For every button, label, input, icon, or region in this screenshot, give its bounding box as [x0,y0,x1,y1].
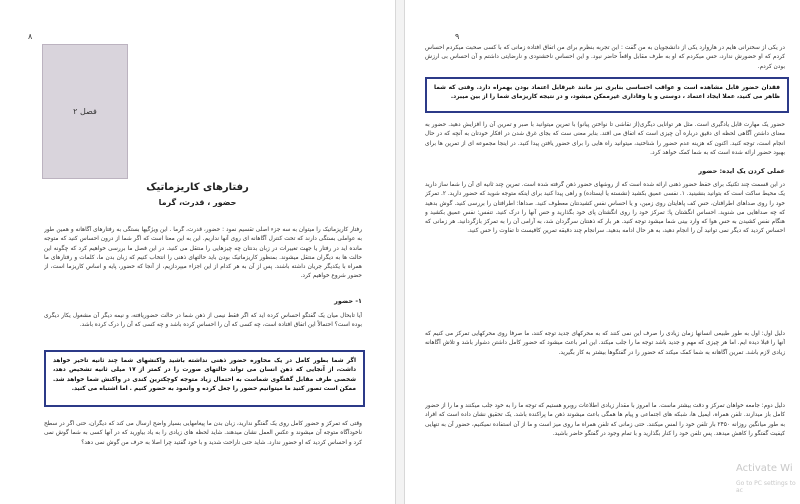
top-paragraph: در یکی از سخنرانی هایم در هاروارد یکی از دانشجویان به من گفت : این تجربه بنظرم برای من اتفاق افتاده زمانی که با کسی صحبت میکردم احساس کردم که او حضورش ندارد، حس میکردم که او به طرف مقابل واقعاً حاضر نبود. و این احساس ناخشنودی و نارضایتی داشتم و آن احساس بی ارزش بودن کردم. [425,45,785,70]
highlight-box: اگر شما بطور کامل در یک محاوره حضور ذهنی نداشته باشید واکنشهای شما چند ثانیه تاخیر خواهد داشت، از آنجایی که ذهن انسان می تواند حالتهای صورت را در کمتر از ۱۷ میلی ثانیه تشخیص دهد، شخصی طرف مقابل گفتگوی شماست به احتمال زیاد متوجه کوچکترین کندی در واکنش شما خواهد شد. ممکن است تصور کنید ما میتوانیم حضور را جعل کرده و وانمود به حضور کنیم . اما اشتباه می کنید. [44,350,365,407]
left-page [0,0,395,504]
paragraph: دلیل اول: اول به طور طبیعی انسانها زمان زیادی را صرف این نمی کنند که به محرکهای جدید توجه کنند، ما صرفا روی محرکهایی تمرکز می کنیم که آنها را قبلا دیده ایم. اما هر چیزی که مهم و جدید باشد توجه ما را جلب میکند. این امر باعث میشود که حضور کامل داشتن دشوار باشد و تلاش آگاهانه زیادی لازم باشد. تمرین آگاهانه به شما کمک میکند که حضور را در گفتگوها بیشتر به کار بگیرید. [425,331,785,356]
closing-paragraph: وقتی که تمرکز و حضور کامل روی یک گفتگو ندارید، زبان بدن ما پیغامهایی بسیار واضح ارسال می کند که دیگران، حتی اگر در سطح ناخودآگاه متوجه آن میشوند و عکس العمل نشان میدهند. شاید لحظه های زیادی را به یاد بیاورید که در آنها کسی به شما گوش نمی کرد و احساس کردید که او حضور ندارد. شاید حتی ناراحت شدید و با خود گفتید چرا اصلا به حرف من گوش نمی دهد؟ [44,421,362,446]
chapter-label-box [42,44,128,179]
subheading: عملی کردن یک ایده: حضور [698,167,785,175]
paragraph: در این قسمت چند تکنیک برای حفظ حضور ذهنی ارائه شده است که از روشهای حضور ذهن گرفته شده است. تمرین چند ثانیه ای آن را شما ساز دارید یک محیط ساکت است که بتوانید بنشینید. ۱. نفسی عمیق بکشید (نشسته یا ایستاده) و راهی پیدا کنید برای اینکه متوجه شوید که حضور دارید. ۲. تمرکز خود را روی صداهای اطرافتان، حس کف پاهایتان روی زمین، و یا احساس نفس کشیدنتان معطوف کنید. صداها: اطرافتان را بررسی کنید. گوش بدهید که چه صداهایی می شنوید. احساس انگشتان پا: تمرکز خود را روی انگشتان پای خود بگذارید و حس آنها را درک کنید. تنفس: نفس عمیق بکشید و هنگام نفس کشیدن به حس هوا که وارد بینی شما میشود توجه کنید. هر بار که ذهنتان سرگردان شد، به آرامی آن را به تمرکز بازگردانید. هر زمانی که احساس کردید که دیگر نمی توانید آن را انجام دهید، به هر حال ادامه بدهید. سرانجام چند دقیقه تمرین کافیست تا تفاوت را حس کنید. [425,182,785,235]
paragraph: دلیل دوم: جامعه خواهان تمرکز و دقت بیشتر ماست. ما امروز با مقدار زیادی اطلاعات روبرو هستیم که توجه ما را به خود جلب میکنند و ما را از حضور کامل باز میدارند. تلفن همراه، ایمیل ها، شبکه های اجتماعی و پیام ها همگی باعث میشوند ذهن ما پراکنده باشد. یک تحقیق نشان داده است که افراد به طور میانگین روزانه ۲۴۵۰ بار تلفن خود را لمس میکنند. حتی زمانی که تلفن همراه ما روی میز است و ما از آن استفاده نمیکنیم، حضور آن به تنهایی کیفیت گفتگو را کاهش میدهد. پس تلفن خود را کنار بگذارید و با تمام وجود در گفتگو حاضر باشید. [425,403,785,437]
chapter-subtitle: حضور ، قدرت، گرما [158,198,237,207]
section-paragraph: آیا تابحال میان یک گفتگو احساس کرده اید که اگر فقط نیمی از ذهن شما در حالت حضوریافته، و نیمه دیگر آن مشغول یکار دیگری بوده است؟ احتمالاً این اتفاق افتاده است، چه کسی که آن را احساس کرده باشد و چه کسی که آن را درک کرده باشد. [44,313,362,329]
section-heading: ۱- حضور [334,297,362,305]
page-number: ۸ [28,32,33,41]
chapter-label: فصل ۲ [73,107,97,116]
chapter-title: رفتارهای کاریزماتیک [146,182,249,193]
paragraph: حضور یک مهارت قابل یادگیری است. مثل هر توانایی دیگری(از نقاشی تا نواختن پیانو) با تمرین میتوانید با صبر و تمرین آن را افزایش دهید. حضور به معنای داشتن آگاهی لحظه ای دقیق درباره آن چیزی است که اتفاق می افتد. بنابر معنی ست که بجای غرق شدن در افکار خودتان به آنچه که در حال انجام است، توجه کنید. اکنون که هزینه عدم حضور را شناختید، میتوانید راه هایی را برای حضور یافتن پیدا کنید. در اینجا مجموعه ای از تمرین ها برای بهبود حضور ارائه شده است که به شما کمک خواهد کرد. [425,122,785,156]
intro-paragraph: رفتار کاریزماتیک را میتوان به سه جزء اصلی تقسیم نمود : حضور، قدرت، گرما . این ویژگیها بستگی به رفتارهای آگاهانه و همین طور به عواملی بستگی دارند که تحت کنترل آگاهانه ای روی آنها نداریم. این به این معنا است که اگر شما از درون احساس کنید که متوجه مانده اید در رفتار یا جهت تغییرات در زبان بدنتان چه چیزهایی را منتقل می کنید. در این فصل ما بررسی خواهیم کرد که چگونه این حالت ها به دیگران منتقل میشوند. بمنظور کاریزماتیک بودن باید حالتهای ذهنی را انتخاب کنیم که زبان بدن ما، کلمات و رفتارهای ما همراه با یکدیگر جریان داشته باشند. پس از آن به هر کدام از این اجزاء میپردازیم، از آنجا که حضور، پایه و اساس کاریزما است، از حضور شروع خواهیم کرد. [44,227,362,280]
page-number: ۹ [455,32,460,41]
right-page [405,0,800,504]
page-gutter [395,0,405,504]
activation-watermark-subtitle: Go to PC settings to ac [736,480,796,494]
highlight-box: فقدان حضور قابل مشاهده است و عواقب احساسی بنابری نیز مانند غیرقابل اعتماد بودن بهمراه دارد. وقتی که شما ظاهر می کنید، عملا ایجاد اعتماد ، دوستی و یا وفاداری غیرممکن میشود، و در نتیجه کاریزمای شما را از بین میبرد. [425,77,789,113]
activation-watermark-title: Activate Wi [736,463,793,474]
